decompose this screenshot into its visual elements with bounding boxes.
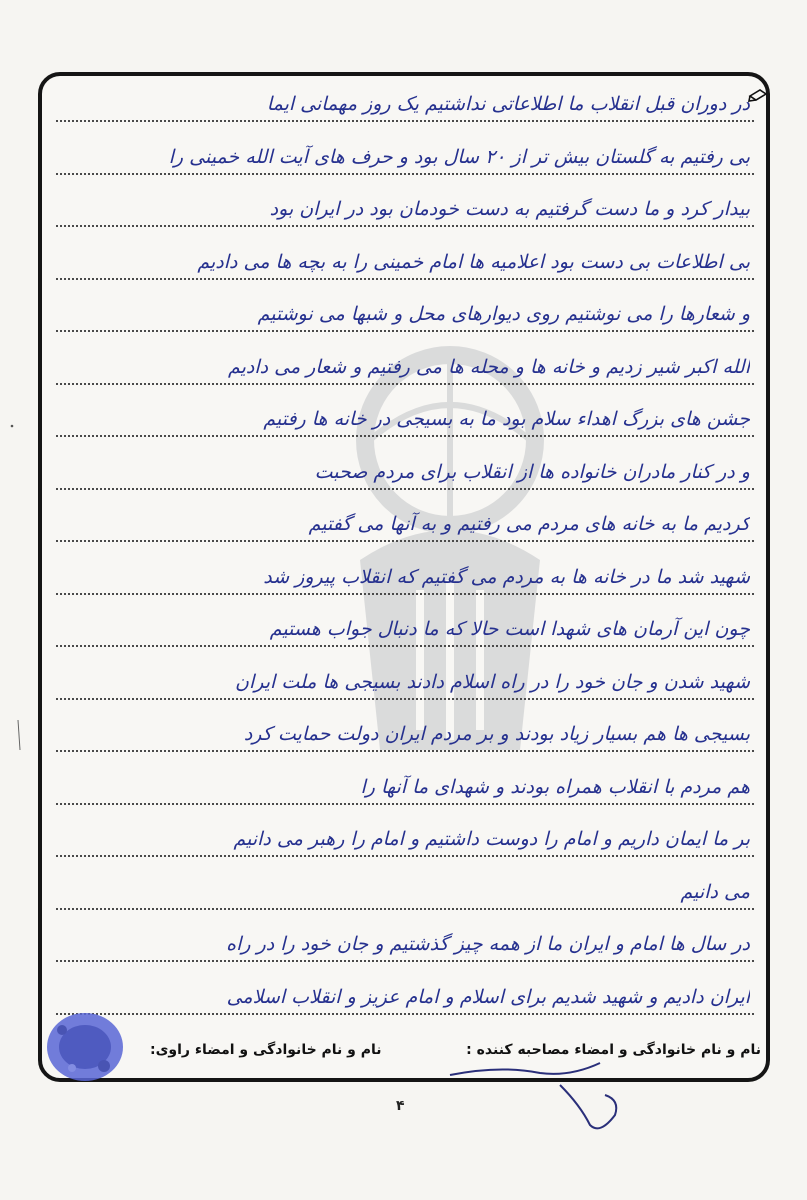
dotted-rule [56,750,754,752]
handwritten-text: الله اکبر شیر زدیم و خانه ها و محله ها می رفتیم و شعار می دادیم [227,355,750,378]
dotted-rule [56,803,754,805]
handwritten-line [56,185,754,233]
dotted-rule [56,540,754,542]
handwritten-line [56,973,754,1021]
handwritten-line [56,710,754,758]
ink-stamp [42,1008,128,1086]
dotted-rule [56,960,754,962]
handwritten-line [56,815,754,863]
dotted-rule [56,330,754,332]
handwritten-line [56,448,754,496]
handwritten-line [56,395,754,443]
handwritten-signature [440,1045,640,1135]
handwritten-text: شهید شد ما در خانه ها به مردم می گفتیم که انقلاب پیروز شد [263,565,750,588]
handwritten-text: جشن های بزرگ اهداء سلام بود ما به بسیجی در خانه ها رفتیم [263,408,750,430]
handwritten-line [56,763,754,811]
handwritten-line [56,238,754,286]
handwritten-text: بی رفتیم به گلستان بیش تر از ۲۰ سال بود و حرف های آیت الله خمینی را [168,145,750,168]
dotted-rule [56,908,754,910]
interviewer-signature-label: نام و نام خانوادگی و امضاء مصاحبه کننده : [466,1042,761,1058]
handwritten-text: بسیجی ها هم بسیار زیاد بودند و بر مردم ایران دولت حمایت کرد [243,723,750,745]
handwritten-text: می دانیم [680,880,750,903]
handwritten-text: چون این آرمان های شهدا است حالا که ما دنبال جواب هستیم [269,618,750,640]
page-number: ۴ [396,1098,405,1114]
handwritten-text: بر ما ایمان داریم و امام را دوست داشتیم و امام را رهبر می دانیم [233,828,750,850]
handwritten-text: در دوران قبل انقلاب ما اطلاعاتی نداشتیم یک روز مهمانی ایما [266,93,750,115]
dotted-rule [56,383,754,385]
handwritten-text: و شعارها را می نوشتیم روی دیوارهای محل و شبها می نوشتیم [257,303,750,325]
handwritten-line [56,80,754,128]
handwritten-line [56,920,754,968]
handwritten-text: ایران دادیم و شهید شدیم برای اسلام و امام عزیز و انقلاب اسلامی [226,985,750,1008]
handwritten-text: بی اطلاعات بی دست بود اعلامیه ها امام خمینی را به بچه ها می دادیم [197,250,750,273]
handwritten-text: شهید شدن و جان خود را در راه اسلام دادند بسیجی ها ملت ایران [235,670,750,693]
handwritten-line [56,500,754,548]
dotted-rule [56,645,754,647]
handwritten-line [56,133,754,181]
handwritten-line [56,658,754,706]
dotted-rule [56,225,754,227]
handwritten-text: و در کنار مادران خانواده ها از انقلاب برای مردم صحبت [314,460,750,483]
dotted-rule [56,120,754,122]
dotted-rule [56,488,754,490]
dotted-rule [56,173,754,175]
dotted-rule [56,698,754,700]
handwritten-text: کردیم ما به خانه های مردم می رفتیم و به آنها می گفتیم [308,513,750,535]
handwritten-line [56,553,754,601]
handwritten-line [56,343,754,391]
dotted-rule [56,593,754,595]
handwritten-line [56,868,754,916]
dotted-rule [56,278,754,280]
handwritten-line [56,290,754,338]
handwritten-text: هم مردم با انقلاب همراه بودند و شهدای ما آنها را [360,775,750,798]
margin-mark [8,420,22,780]
narrator-signature-label: نام و نام خانوادگی و امضاء راوی: [150,1042,382,1058]
dotted-rule [56,435,754,437]
dotted-rule [56,855,754,857]
handwritten-line [56,605,754,653]
handwritten-text: بیدار کرد و ما دست گرفتیم به دست خودمان بود در ایران بود [269,198,750,220]
handwritten-text: در سال ها امام و ایران ما از همه چیز گذشتیم و جان خود را در راه [226,933,750,955]
dotted-rule [56,1013,754,1015]
